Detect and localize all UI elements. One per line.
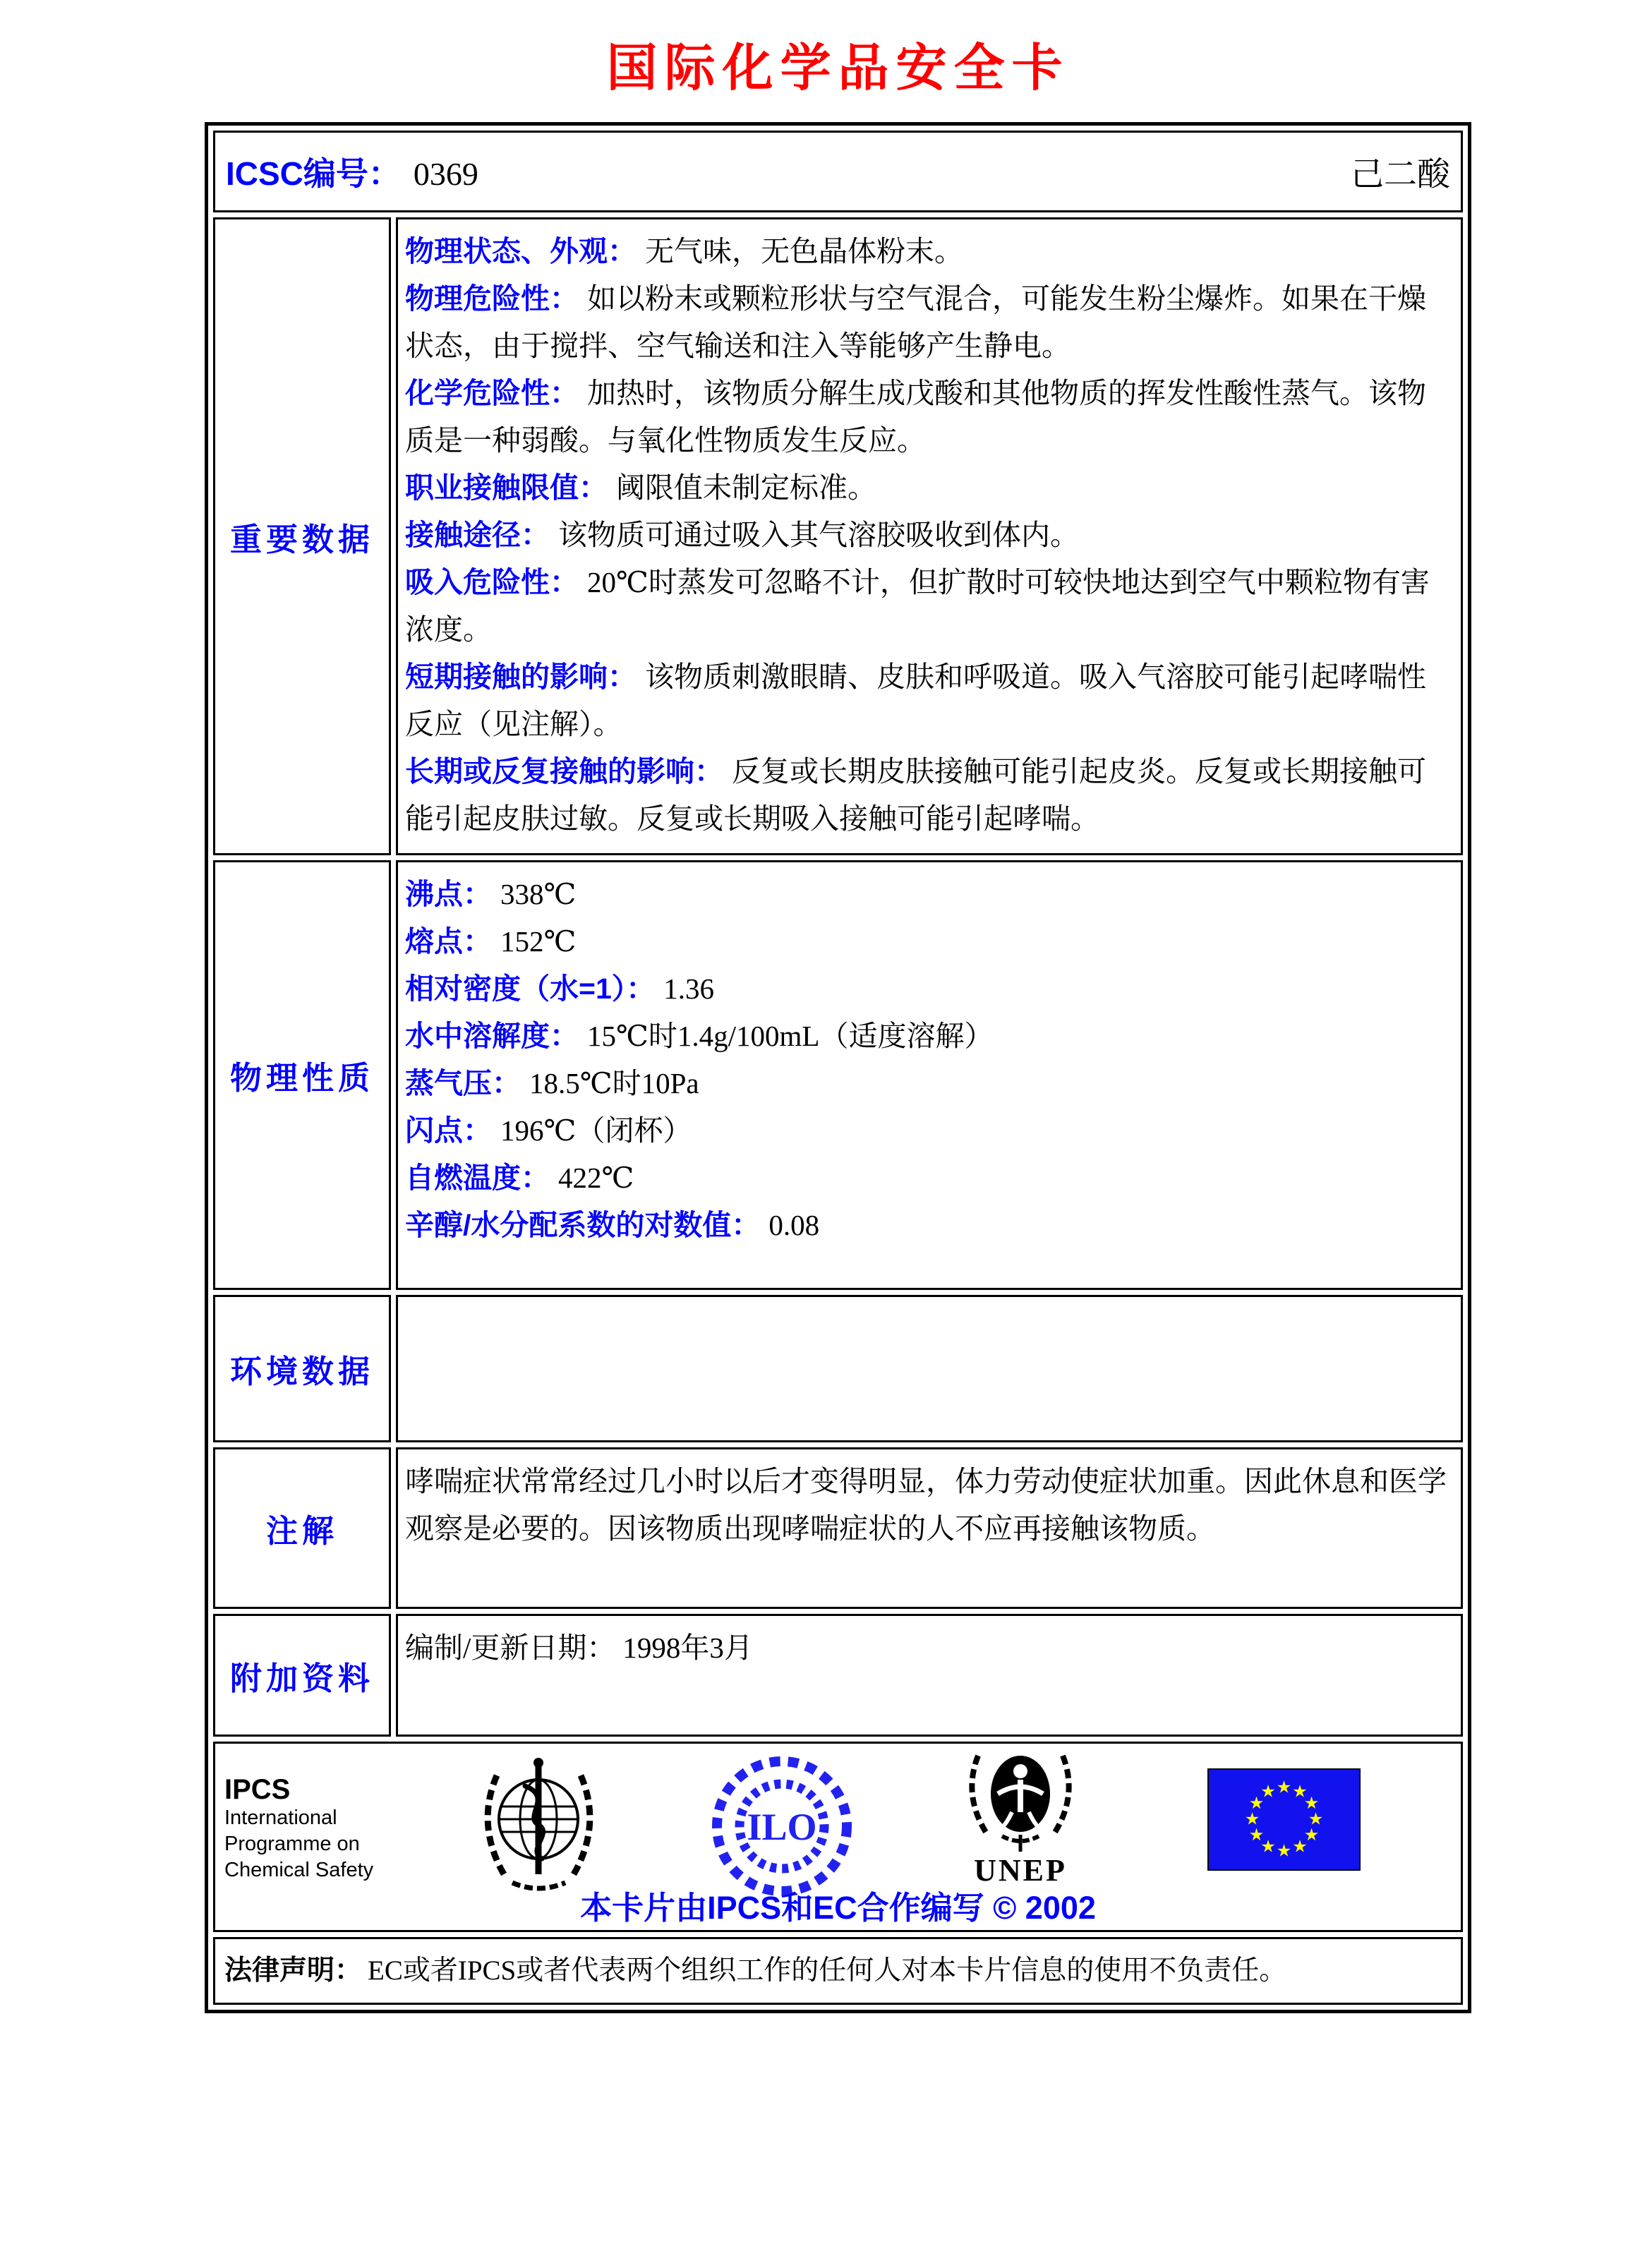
field-label: 自燃温度： xyxy=(405,1162,550,1194)
legal-text: EC或者IPCS或者代表两个组织工作的任何人对本卡片信息的使用不负责任。 xyxy=(368,1955,1287,1986)
field-value: 196℃（闭杯） xyxy=(500,1114,692,1147)
field-value: 阈限值未制定标准。 xyxy=(616,471,876,504)
field-relative-density xyxy=(405,965,1451,1013)
icsc-table xyxy=(205,122,1471,2013)
cooperation-caption: 本卡片由IPCS和EC合作编写 © 2002 xyxy=(580,1890,1096,1926)
field-chemical-danger xyxy=(405,370,1451,464)
field-melting-point xyxy=(405,918,1451,965)
ipcs-line-3: Chemical Safety xyxy=(224,1859,374,1881)
svg-text:★: ★ xyxy=(1292,1783,1308,1802)
field-value: 338℃ xyxy=(500,878,577,910)
svg-text:★: ★ xyxy=(1260,1838,1276,1857)
field-label: 短期接触的影响： xyxy=(405,661,637,693)
icsc-number-group xyxy=(226,148,478,195)
svg-text:★: ★ xyxy=(1276,1842,1292,1861)
field-occupational-limit xyxy=(405,464,1451,512)
field-label: 辛醇/水分配系数的对数值： xyxy=(405,1209,761,1241)
field-value: 20℃时蒸发可忽略不计，但扩散时可较快地达到空气中颗粒物有害浓度。 xyxy=(405,566,1430,646)
field-value: 哮喘症状常常经过几小时以后才变得明显，体力劳动使症状加重。因此休息和医学观察是必要的。因该物质出现哮喘症状的人不应再接触该物质。 xyxy=(405,1465,1447,1545)
field-label: 物理危险性： xyxy=(405,282,579,315)
field-physical-danger xyxy=(405,275,1451,370)
field-boiling-point xyxy=(405,871,1451,918)
section-label-physical-properties: 物理性质 xyxy=(213,860,391,1290)
section-content-important-data xyxy=(396,217,1463,855)
field-label: 水中溶解度： xyxy=(405,1020,579,1052)
svg-text:★: ★ xyxy=(1248,1826,1265,1845)
field-label: 化学危险性： xyxy=(405,377,579,409)
unep-logo-icon xyxy=(957,1746,1084,1853)
field-value: 1998年3月 xyxy=(622,1631,753,1664)
field-label: 职业接触限值： xyxy=(405,471,608,504)
field-label: 吸入危险性： xyxy=(405,566,579,598)
icsc-number-value: 0369 xyxy=(413,156,478,192)
svg-text:★: ★ xyxy=(1308,1810,1324,1829)
field-label: 长期或反复接触的影响： xyxy=(405,755,723,788)
eu-flag-icon xyxy=(1207,1768,1361,1871)
ipcs-line-2: Programme on xyxy=(224,1833,360,1855)
field-label: 蒸气压： xyxy=(405,1067,521,1099)
legal-label: 法律声明： xyxy=(224,1955,363,1986)
field-label: 接触途径： xyxy=(405,519,550,551)
field-physical-state xyxy=(405,228,1451,275)
field-label: 沸点： xyxy=(405,878,492,910)
ipcs-title: IPCS xyxy=(224,1774,291,1805)
svg-text:★: ★ xyxy=(1292,1838,1308,1857)
field-autoignition-temperature xyxy=(405,1154,1451,1202)
svg-text:★: ★ xyxy=(1248,1795,1265,1813)
section-label-important-data: 重要数据 xyxy=(213,217,391,855)
svg-text:★: ★ xyxy=(1260,1783,1276,1802)
field-value: 0.08 xyxy=(768,1209,820,1241)
field-short-term-effects xyxy=(405,653,1451,748)
field-value: 152℃ xyxy=(500,925,577,958)
unep-logo-text: UNEP xyxy=(974,1853,1067,1888)
field-value: 422℃ xyxy=(558,1162,634,1194)
icsc-number-label: ICSC编号： xyxy=(226,155,401,192)
who-logo-icon xyxy=(470,1754,608,1895)
field-value: 该物质可通过吸入其气溶胶吸收到体内。 xyxy=(558,519,1079,551)
field-label: 熔点： xyxy=(405,925,492,958)
field-flash-point xyxy=(405,1107,1451,1154)
field-inhalation-risk xyxy=(405,559,1451,653)
section-content-additional-info xyxy=(396,1614,1463,1737)
field-value: 1.36 xyxy=(663,972,714,1005)
ipcs-text-block xyxy=(224,1774,373,1883)
chemical-name: 己二酸 xyxy=(1351,156,1450,193)
logos-row xyxy=(213,1742,1463,1932)
field-value: 如以粉末或颗粒形状与空气混合，可能发生粉尘爆炸。如果在干燥状态，由于搅拌、空气输送和注入等能够产生静电。 xyxy=(405,282,1426,362)
section-content-notes xyxy=(396,1447,1463,1609)
field-update-date xyxy=(405,1624,1451,1672)
legal-statement xyxy=(216,1950,1460,1992)
field-exposure-routes xyxy=(405,512,1451,559)
field-vapor-pressure xyxy=(405,1060,1451,1107)
section-label-notes: 注解 xyxy=(213,1447,391,1609)
svg-text:★: ★ xyxy=(1244,1810,1260,1829)
field-value: 18.5℃时10Pa xyxy=(529,1067,699,1099)
page-title: 国际化学品安全卡 xyxy=(606,40,1070,97)
field-water-solubility xyxy=(405,1013,1451,1060)
field-label: 物理状态、外观： xyxy=(405,235,637,267)
notes-text xyxy=(405,1458,1451,1552)
section-label-environmental-data: 环境数据 xyxy=(213,1295,391,1442)
field-value: 反复或长期皮肤接触可能引起皮炎。反复或长期接触可能引起皮肤过敏。反复或长期吸入接触可能引起哮喘。 xyxy=(405,755,1426,835)
ipcs-line-1: International xyxy=(224,1806,337,1829)
svg-text:★: ★ xyxy=(1303,1795,1320,1813)
section-content-physical-properties xyxy=(396,860,1463,1290)
header-row xyxy=(213,131,1463,212)
section-content-environmental-data xyxy=(396,1295,1463,1442)
field-label: 相对密度（水=1）： xyxy=(405,972,656,1005)
ilo-logo-text: ILO xyxy=(747,1806,817,1848)
svg-text:★: ★ xyxy=(1276,1778,1292,1797)
field-value: 加热时，该物质分解生成戊酸和其他物质的挥发性酸性蒸气。该物质是一种弱酸。与氧化性物质发生反应。 xyxy=(405,377,1426,457)
field-label: 闪点： xyxy=(405,1114,492,1147)
svg-text:★: ★ xyxy=(1303,1826,1320,1845)
ilo-logo-icon xyxy=(710,1751,855,1901)
field-octanol-water-coefficient xyxy=(405,1202,1451,1249)
field-label: 编制/更新日期： xyxy=(405,1631,616,1664)
field-long-term-effects xyxy=(405,748,1451,843)
field-value: 无气味，无色晶体粉末。 xyxy=(645,235,963,267)
unep-logo-block xyxy=(957,1746,1084,1888)
field-value: 该物质刺激眼睛、皮肤和呼吸道。吸入气溶胶可能引起哮喘性反应（见注解）。 xyxy=(405,661,1426,740)
section-label-additional-info: 附加资料 xyxy=(213,1614,391,1737)
field-value: 15℃时1.4g/100mL（适度溶解） xyxy=(587,1020,994,1052)
legal-row xyxy=(213,1937,1463,2005)
